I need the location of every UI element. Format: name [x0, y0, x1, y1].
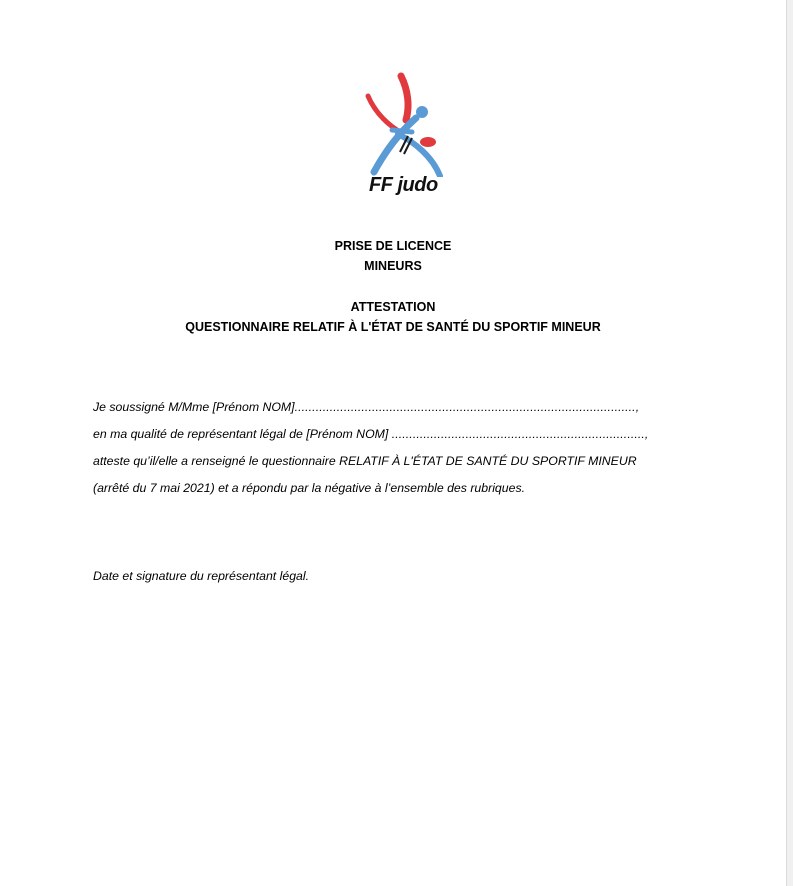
page-edge [786, 0, 793, 886]
body-line-2-dots: ........................................................................, [391, 427, 649, 441]
body-line-1-dots: ................................................................................................., [294, 400, 640, 414]
body-line-1-text: Je soussigné M/Mme [Prénom NOM] [93, 400, 295, 414]
header-line-1: PRISE DE LICENCE [334, 239, 452, 253]
body-line-3: atteste qu’il/elle a renseigné le questionnaire RELATIF À L'ÉTAT DE SANTÉ DU SPORTIF MINEUR [93, 454, 637, 468]
body-line-1 [93, 398, 639, 416]
judoka-icon [352, 72, 452, 177]
body-line-2-text: en ma qualité de représentant légal de [Prénom NOM] [93, 427, 392, 441]
logo-text: FF judo [369, 174, 438, 196]
body-line-2 [93, 425, 648, 443]
signature-label: Date et signature du représentant légal. [93, 569, 310, 583]
title-line-2: QUESTIONNAIRE RELATIF À L'ÉTAT DE SANTÉ DU SPORTIF MINEUR [185, 320, 601, 334]
header-line-2: MINEURS [364, 259, 422, 273]
title-line-1: ATTESTATION [350, 300, 436, 314]
body-line-4: (arrêté du 7 mai 2021) et a répondu par la négative à l’ensemble des rubriques. [93, 481, 526, 495]
ffjudo-logo [352, 72, 452, 204]
